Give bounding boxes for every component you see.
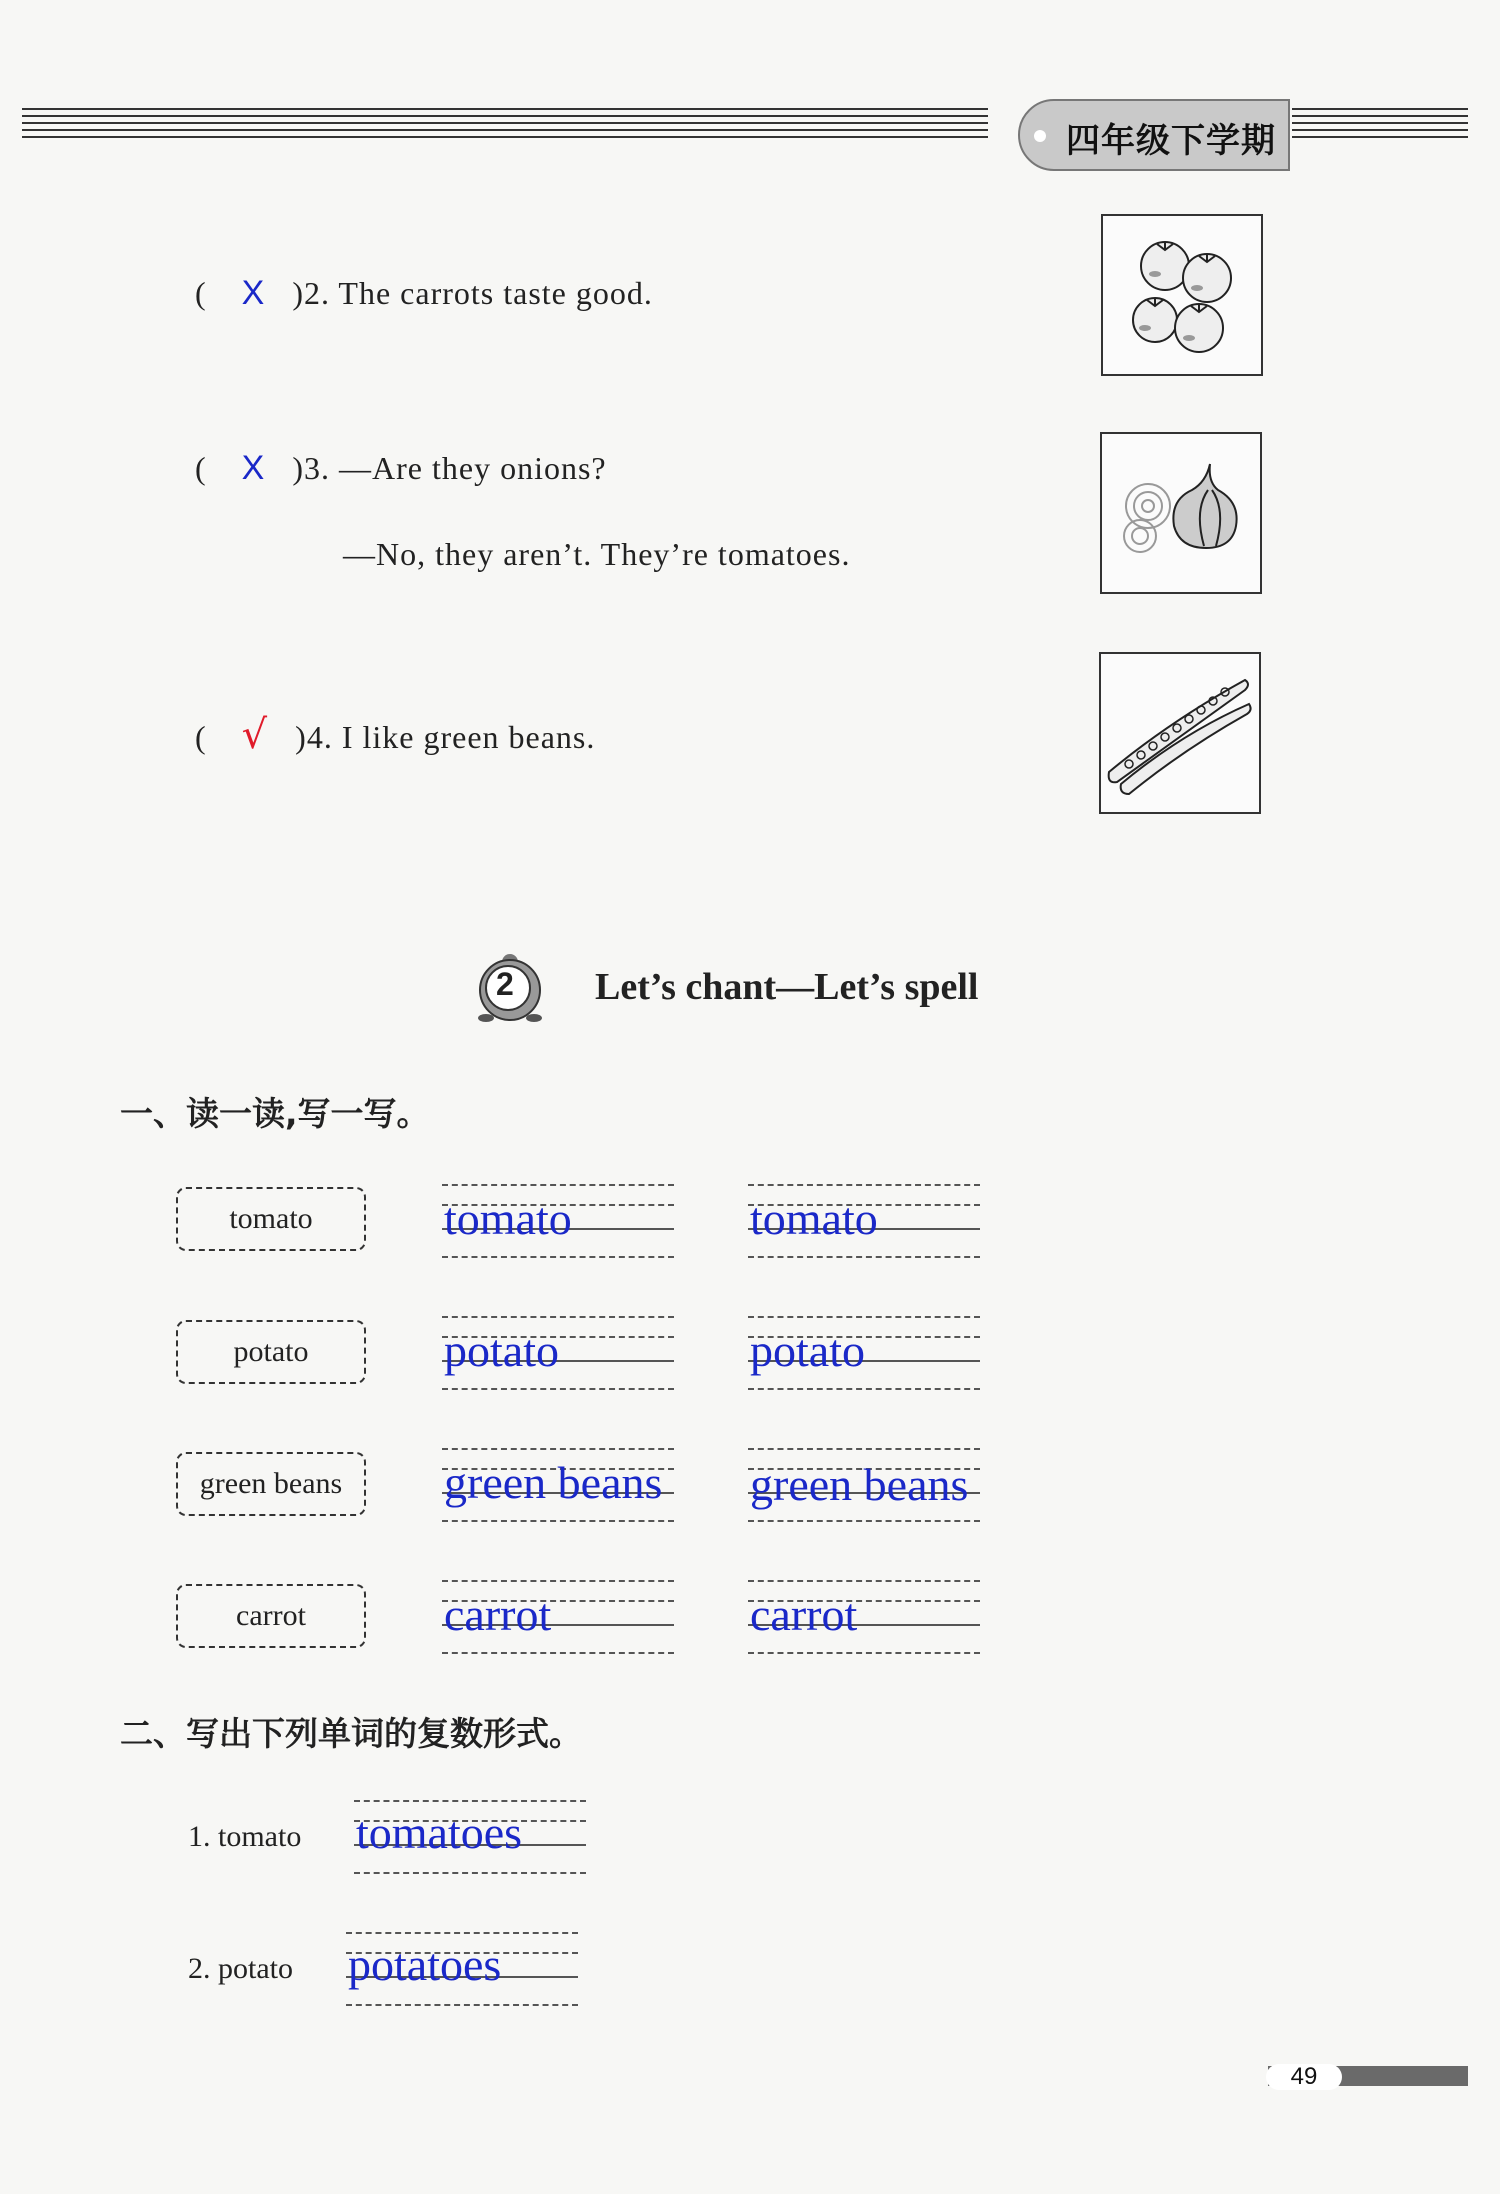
paren-open: ( — [195, 275, 207, 311]
handwritten-answer: tomatoes — [356, 1807, 523, 1858]
section-title: Let’s chant—Let’s spell — [595, 966, 979, 1008]
answer-mark: X — [241, 449, 266, 487]
section-number-icon — [472, 948, 548, 1024]
question-text: )4. I like green beans. — [295, 719, 596, 755]
question-text: )3. —Are they onions? — [292, 450, 607, 486]
handwritten-answer: potato — [444, 1325, 559, 1376]
tomatoes-icon — [1101, 214, 1263, 376]
word-box: potato — [176, 1320, 366, 1384]
answer-mark: √ — [241, 712, 269, 758]
onions-icon — [1100, 432, 1262, 594]
question-3-reply: —No, they aren’t. They’re tomatoes. — [343, 536, 851, 572]
handwritten-answer: carrot — [750, 1589, 858, 1640]
handwritten-answer: potato — [750, 1325, 865, 1376]
section-number: 2 — [496, 966, 514, 1002]
question-3 — [195, 449, 607, 488]
plural-item-label: 1. tomato — [188, 1820, 302, 1853]
question-2 — [195, 274, 653, 313]
word-box: carrot — [176, 1584, 366, 1648]
part2-heading: 二、写出下列单词的复数形式。 — [120, 1714, 582, 1753]
paren-open: ( — [195, 719, 207, 755]
tag-dot-icon — [1034, 130, 1046, 142]
green-beans-icon — [1099, 652, 1261, 814]
answer-mark: X — [241, 274, 266, 312]
handwritten-answer: potatoes — [348, 1939, 502, 1990]
handwritten-answer: green beans — [750, 1459, 969, 1510]
handwritten-answer: tomato — [750, 1193, 878, 1244]
header-rule-right — [1292, 108, 1468, 152]
grade-tag-label: 四年级下学期 — [1066, 121, 1276, 161]
part1-heading: 一、读一读,写一写。 — [120, 1094, 430, 1133]
handwritten-answer: tomato — [444, 1193, 572, 1244]
plural-item-label: 2. potato — [188, 1952, 293, 1985]
word-box: green beans — [176, 1452, 366, 1516]
header-rule-left — [22, 108, 988, 152]
handwritten-answer: carrot — [444, 1589, 552, 1640]
grade-tag — [1018, 99, 1290, 171]
page-number: 49 — [1266, 2064, 1342, 2090]
paren-open: ( — [195, 450, 207, 486]
question-4 — [195, 712, 595, 758]
word-box: tomato — [176, 1187, 366, 1251]
handwritten-answer: green beans — [444, 1457, 663, 1508]
question-text: )2. The carrots taste good. — [292, 275, 653, 311]
